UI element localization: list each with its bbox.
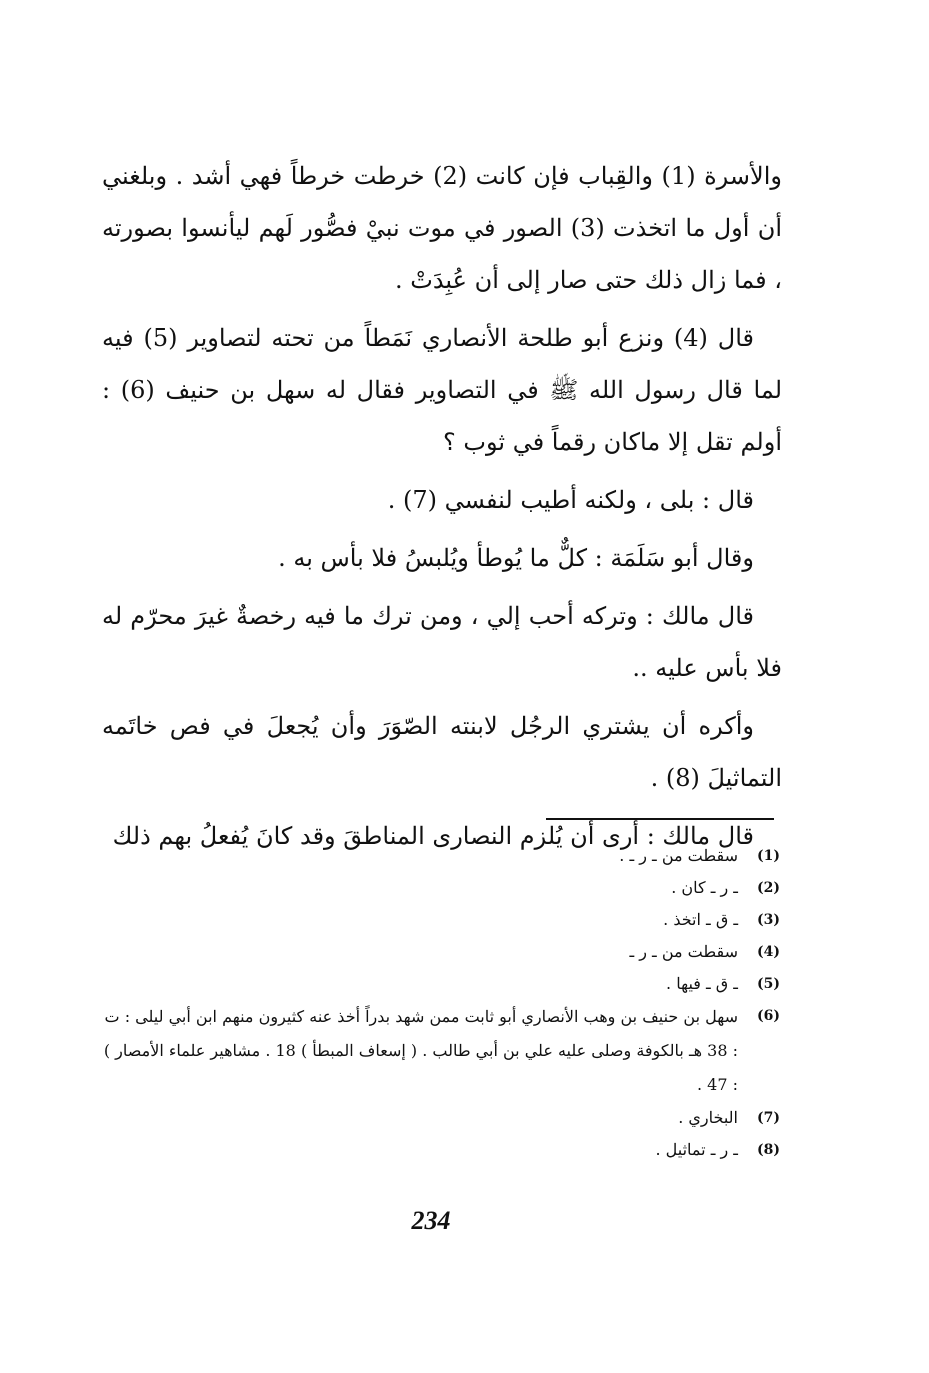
page-number: 234 [411,1206,451,1235]
footnote [100,1102,780,1134]
paragraph-2: قال (4) ونزع أبو طلحة الأنصاري نَمَطاً من تحته لتصاوير (5) فيه لما قال رسول الله ﷺ في التصاوير فقال له سهل بن حنيف (6) : أولم تقل إلا ماكان رقماً في ثوب ؟ [102,324,783,456]
paragraph-4: وقال أبو سَلَمَة : كلٌّ ما يُوطأ ويُلبسُ فلا بأس به . [278,544,754,572]
footnote-text: سقطت من ـ ر ـ . [619,846,738,865]
footnote-number: (8) [757,1142,780,1158]
footnote [100,1134,780,1166]
footnote-text: ـ ر ـ كان . [671,878,738,897]
footnote [100,904,780,936]
paragraph-1: والأسرة (1) والقِباب فإن كانت (2) خرطت خرطاً فهي أشد . وبلغني أن أول ما اتخذت (3) الصور في موت نبيْ فصُّور لَهم ليأنسوا بصورته ، فما زال ذلك حتى صار إلى أن عُبِدَتْ . [102,162,782,294]
footnotes [100,840,780,1166]
footnote-number: (5) [757,976,780,992]
footnote-number: (3) [757,912,780,928]
footnote-text: البخاري . [678,1108,738,1127]
footnote-text: سهل بن حنيف بن وهب الأنصاري أبو ثابت ممن شهد بدراً أخذ عنه كثيرون منهم ابن أبي ليلى : ت : 38 هـ بالكوفة وصلى عليه علي بن أبي طالب . ( إسعاف المبطأ ) 18 . مشاهير علماء الأمصار ) : 47 . [103,1007,738,1094]
footnote [100,1000,780,1102]
footnote-number: (2) [757,880,780,896]
footnote-number: (6) [757,1008,780,1024]
footnote-number: (1) [757,848,780,864]
footnote [100,936,780,968]
footnote-text: سقطت من ـ ر ـ [629,942,738,961]
footnote-text: ـ ق ـ فيها . [666,974,738,993]
footnote [100,968,780,1000]
paragraph-3: قال : بلى ، ولكنه أطيب لنفسي (7) . [387,486,754,514]
footnote-separator [546,818,774,820]
paragraph-6: وأكره أن يشتري الرجُل لابنته الصّوَرَ وأن يُجعلَ في فص خاتَمه التماثيلَ (8) . [102,712,782,792]
footnote [100,872,780,904]
paragraph-5: قال مالك : وتركه أحب إلي ، ومن ترك ما فيه رخصةٌ غيرَ محرّم له فلا بأس عليه .. [102,602,782,682]
footnote-number: (4) [757,944,780,960]
footnote-text: ـ ر ـ تماثيل . [655,1140,738,1159]
paragraph-7: قال مالك : أرى أن يُلزم النصارى المناطقَ وقد كانَ يُفعلُ بهم ذلك [112,822,754,850]
footnote-number: (7) [757,1110,780,1126]
footnote [100,840,780,872]
footnote-text: ـ ق ـ اتخذ . [663,910,738,929]
main-text [102,150,782,868]
